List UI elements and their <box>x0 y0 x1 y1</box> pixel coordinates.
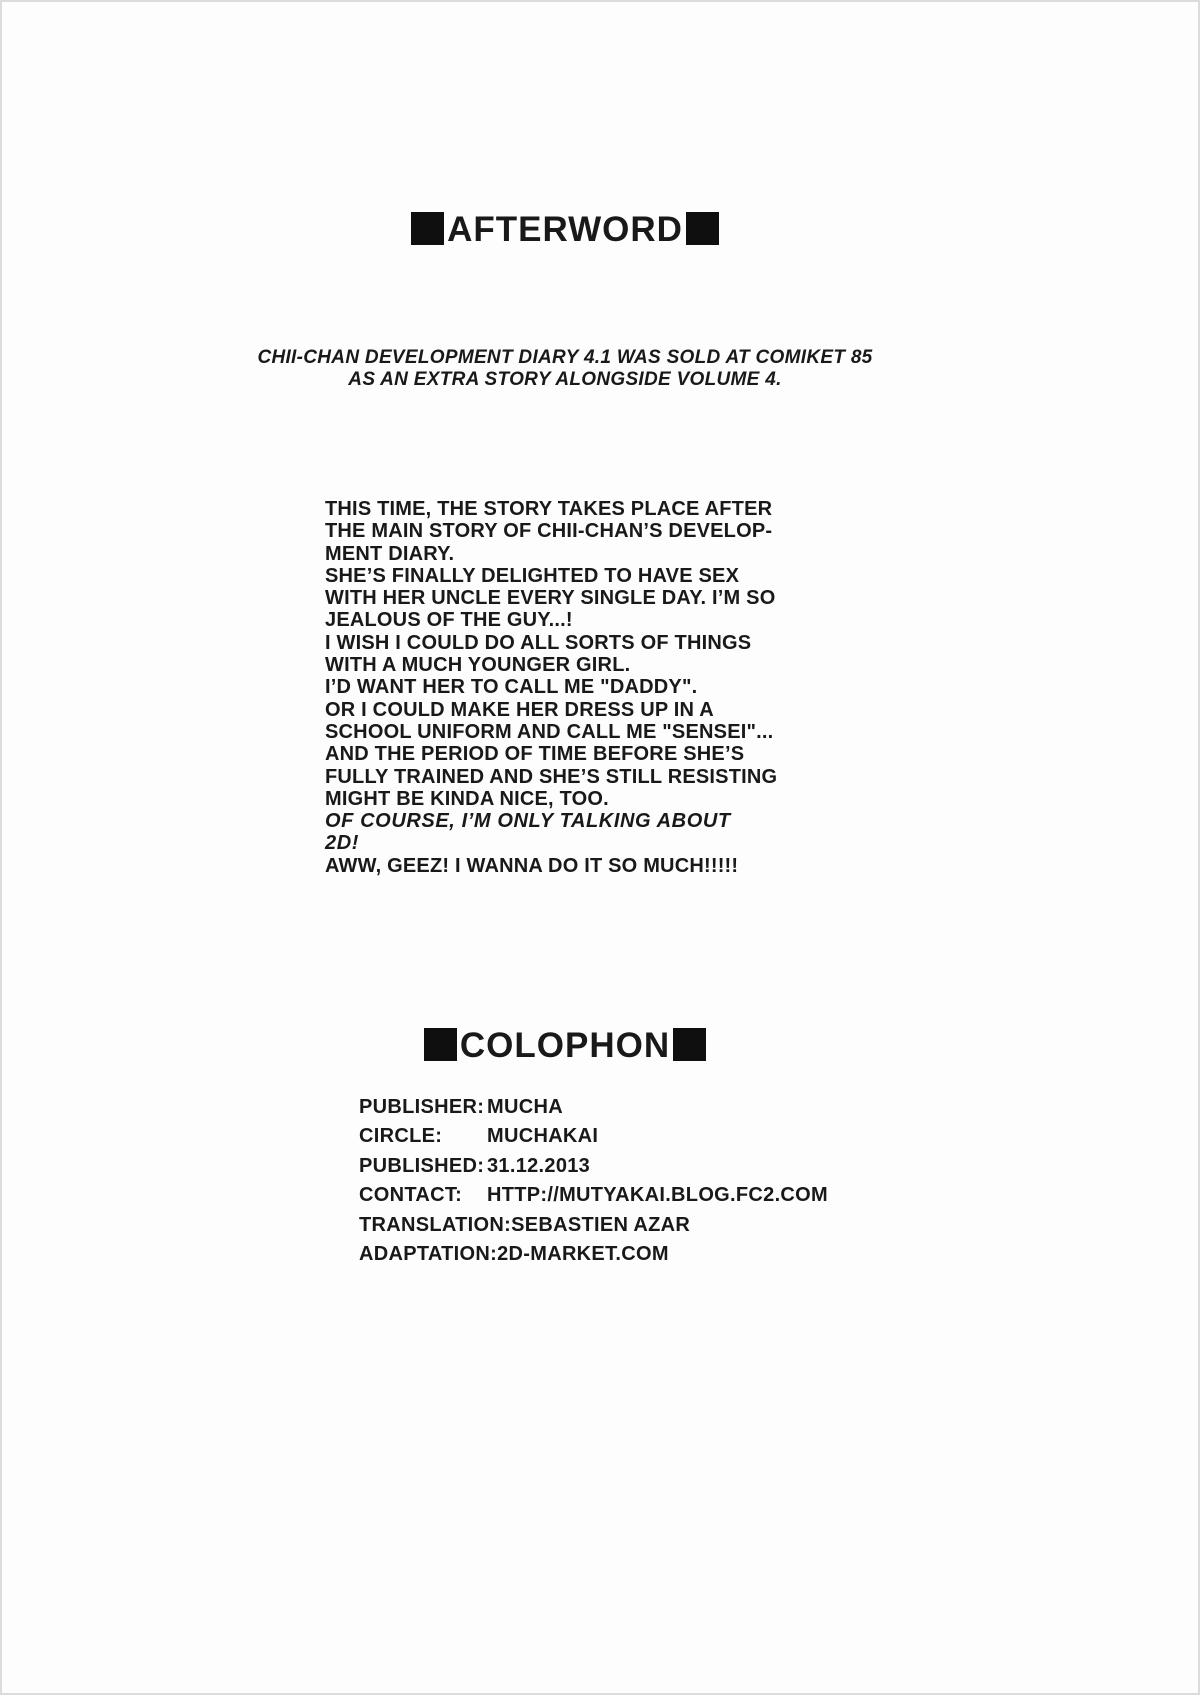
colophon-row-published <box>359 1152 828 1181</box>
intro-line: CHII-CHAN DEVELOPMENT DIARY 4.1 WAS SOLD AT COMIKET 85 <box>257 347 873 368</box>
body-line-emphasis: 2D! <box>325 832 360 855</box>
body-line: MENT DIARY. <box>325 542 455 565</box>
body-line: FULLY TRAINED AND SHE’S STILL RESISTING <box>325 765 778 788</box>
colophon-value: MUCHAKAI <box>487 1125 599 1148</box>
afterword-heading <box>0 210 1130 250</box>
colophon-label: CIRCLE: <box>359 1125 443 1148</box>
body-line: SCHOOL UNIFORM AND CALL ME "SENSEI"... <box>325 720 774 743</box>
colophon-row-circle <box>359 1122 828 1151</box>
body-line: WITH A MUCH YOUNGER GIRL. <box>325 654 631 677</box>
afterword-intro <box>0 347 1130 390</box>
body-line: AWW, GEEZ! I WANNA DO IT SO MUCH!!!!! <box>325 854 739 877</box>
afterword-title: AFTERWORD <box>447 210 683 249</box>
colophon-rows <box>359 1093 828 1269</box>
colophon-row-translation <box>359 1211 828 1240</box>
black-square-icon <box>686 212 719 245</box>
colophon-value: SEBASTIEN AZAR <box>511 1213 691 1236</box>
colophon-value: 31.12.2013 <box>487 1154 591 1177</box>
body-line: JEALOUS OF THE GUY...! <box>325 609 573 632</box>
body-line: I WISH I COULD DO ALL SORTS OF THINGS <box>325 631 752 654</box>
colophon-label: PUBLISHER: <box>359 1096 485 1118</box>
colophon-label: PUBLISHED: <box>359 1154 485 1177</box>
body-line: THIS TIME, THE STORY TAKES PLACE AFTER <box>325 498 773 520</box>
body-line: I’D WANT HER TO CALL ME "DADDY". <box>325 676 698 699</box>
body-line: THE MAIN STORY OF CHII-CHAN’S DEVELOP- <box>325 520 773 543</box>
body-line: WITH HER UNCLE EVERY SINGLE DAY. I’M SO <box>325 587 776 610</box>
body-line: MIGHT BE KINDA NICE, TOO. <box>325 787 609 810</box>
black-square-icon <box>673 1028 706 1061</box>
body-line-emphasis: OF COURSE, I’M ONLY TALKING ABOUT <box>325 810 731 833</box>
colophon-row-adaptation <box>359 1240 828 1269</box>
body-line: OR I COULD MAKE HER DRESS UP IN A <box>325 698 714 721</box>
colophon-row-contact <box>359 1181 828 1210</box>
body-line: SHE’S FINALLY DELIGHTED TO HAVE SEX <box>325 564 740 587</box>
colophon-label: CONTACT: <box>359 1184 463 1207</box>
afterword-body <box>325 498 825 877</box>
colophon-label: TRANSLATION: <box>359 1213 512 1236</box>
colophon-value: HTTP://MUTYAKAI.BLOG.FC2.COM <box>487 1184 828 1207</box>
black-square-icon <box>411 212 444 245</box>
intro-line: AS AN EXTRA STORY ALONGSIDE VOLUME 4. <box>348 368 782 390</box>
body-line: AND THE PERIOD OF TIME BEFORE SHE’S <box>325 743 745 766</box>
colophon-heading <box>0 1026 1130 1066</box>
colophon-label: ADAPTATION: <box>359 1243 498 1266</box>
colophon-value: 2D-MARKET.COM <box>497 1243 669 1266</box>
colophon-value: MUCHA <box>487 1096 563 1118</box>
colophon-title: COLOPHON <box>459 1026 671 1065</box>
colophon-row-publisher <box>359 1093 828 1122</box>
black-square-icon <box>424 1028 457 1061</box>
